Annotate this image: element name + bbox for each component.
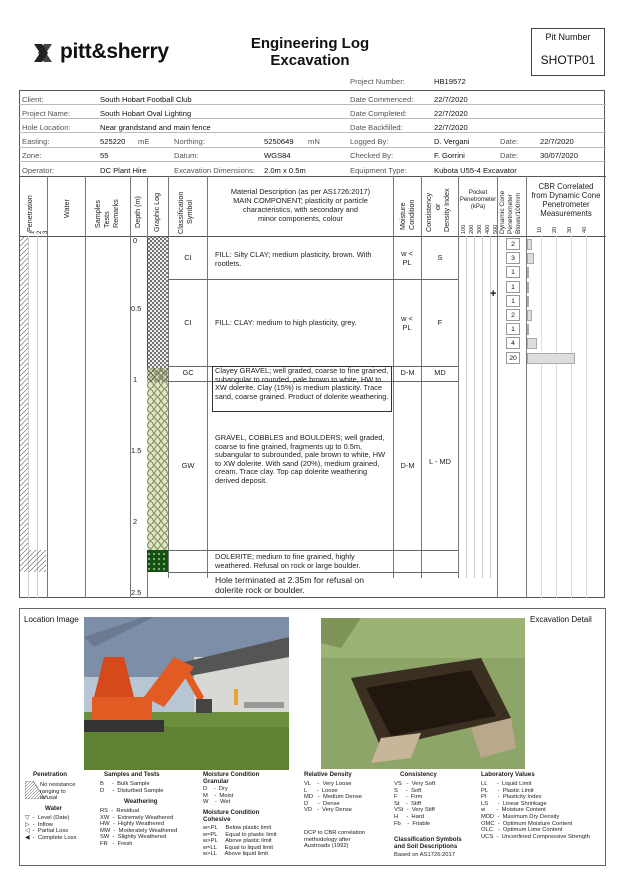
depth-tick-0: 0	[133, 236, 138, 245]
consistency-header-line2: or	[433, 203, 442, 210]
classification-header-line1: Classification	[176, 191, 185, 234]
cbr-header-line3: Penetrometer	[542, 200, 590, 209]
dcp-blow-6: 2	[506, 309, 520, 321]
equipment-type-label: Equipment Type:	[350, 166, 407, 175]
pen-scale-1: 1	[30, 230, 36, 234]
legend-penetration-text: No resistance ranging to refusal	[40, 782, 76, 802]
dcp-blow-8: 4	[506, 337, 520, 349]
cbr-bar-9	[527, 353, 575, 364]
excavation-dimensions-label: Excavation Dimensions:	[174, 166, 256, 175]
dcp-blow-5: 1	[506, 295, 520, 307]
pocket-scale-400: 400	[485, 224, 491, 234]
location-photo	[84, 617, 289, 770]
dcp-cursor-icon: +	[490, 288, 497, 300]
pen-scale-2: 2	[37, 230, 43, 234]
legend-dcp-note: DCP to CBR correlation methodology after Austroads (1992)	[304, 830, 366, 850]
pit-number-label: Pit Number	[545, 32, 591, 42]
zone-value: 55	[100, 151, 109, 160]
legend-density-text: VL - Very Loose L - Loose MD - Medium Dense D - Dense VD - Very Dense	[304, 781, 362, 814]
legend-moisture-granular-title: Moisture Condition	[203, 771, 260, 778]
cbr-scale-20: 20	[552, 226, 558, 233]
legend-moisture-cohesive-sub: Cohesive	[203, 816, 231, 823]
material-header-line3: characteristics, with secondary and	[242, 205, 359, 214]
cbr-header-line4: Measurements	[540, 209, 592, 218]
pocket-scale-100: 100	[461, 224, 467, 234]
dcp-blow-4: 1	[506, 281, 520, 293]
cbr-header-line2: from Dynamic Cone	[531, 191, 601, 200]
legend-moisture-granular-text: D - Dry M - Moist W - Wet	[203, 786, 234, 806]
layer-3-description: Clayey GRAVEL; well graded, coarse to fine grained, subangular to rounded, pale brown to white, HW to XW dolerite. Clay (15%) is medium plasticity. Trace sand, coarse grained. Product of dolerite weathering.	[215, 366, 389, 401]
pit-number-value: SHOTP01	[540, 53, 596, 67]
logged-date-value: 22/7/2020	[540, 137, 574, 146]
depth-tick-2: 2	[133, 517, 138, 526]
depth-tick-1.5: 1.5	[131, 446, 142, 455]
date-commenced-value: 22/7/2020	[434, 95, 468, 104]
project-name-value: South Hobart Oval Lighting	[100, 109, 192, 118]
northing-unit: mN	[308, 137, 320, 146]
pocket-pen-header-line3: (kPa)	[470, 204, 486, 210]
pocket-scale-500: 500	[493, 224, 499, 234]
layer-2-description: FILL: CLAY: medium to high plasticity, grey.	[215, 318, 357, 327]
excavation-detail-label: Excavation Detail	[530, 615, 592, 624]
dcp-header-line1: Dynamic Cone	[499, 190, 506, 234]
legend-classification-title: Classification Symbols and Soil Descriptions	[394, 836, 462, 850]
location-image-label: Location Image	[24, 615, 79, 624]
legend-weathering-text: RS - Residual XW - Extremely Weathered HW - Highly Weathered MW - Moderately Weathered SW - Slightly Weathered FR - Fresh	[100, 808, 178, 847]
cbr-scale-30: 30	[567, 226, 573, 233]
cbr-header-line1: CBR Correlated	[538, 182, 594, 191]
cbr-bar-5	[527, 296, 529, 307]
project-number-value: HB19572	[434, 77, 466, 86]
datum-label: Datum:	[174, 151, 199, 160]
material-header-line2: MAIN COMPONENT; plasticity or particle	[233, 196, 368, 205]
layer-2-consistency: F	[437, 318, 443, 327]
legend-samples-text: B - Bulk Sample D - Disturbed Sample	[100, 781, 164, 794]
classification-header-line2: Symbol	[185, 200, 194, 224]
graphic-log	[147, 237, 168, 573]
client-value: South Hobart Football Club	[100, 95, 192, 104]
layer-4-moisture: D-M	[400, 461, 415, 470]
dcp-blow-2: 3	[506, 252, 520, 264]
legend-water-text: ▽ - Level (Date) ▷ - Inflow ◁ - Partial Loss ◀ - Complete Loss	[25, 815, 77, 841]
northing-value: 5250649	[264, 137, 294, 146]
layer-4-description: GRAVEL, COBBLES and BOULDERS; well graded, coarse to fine grained, fragments up to 0.5m, subangular to subrounded, pale brown to white, HW to XW dolerite. With sand (20%), medium grained, cream. Trace clay. Top cap dolerite weathering derived deposit.	[215, 433, 386, 485]
legend-samples-title: Samples and Tests	[104, 771, 160, 778]
dcp-header-line3: Blows/100mm	[515, 192, 522, 234]
dcp-blow-7: 1	[506, 323, 520, 335]
client-label: Client:	[22, 95, 44, 104]
cbr-bar-1	[527, 239, 532, 250]
pit-number-box	[531, 28, 605, 76]
pocket-scale-200: 200	[469, 224, 475, 234]
legend-lab-title: Laboratory Values	[481, 771, 535, 778]
legend-moisture-cohesive-text: w<PL Below plastic limit w≈PL Equal to plastic limit w>PL Above plastic limit w≈LL Equal to liquid limit w>LL Above liquid limit	[203, 825, 277, 858]
samples-header-line2: Tests	[102, 211, 111, 228]
legend-water-title: Water	[45, 805, 62, 812]
layer-5-description: DOLERITE; medium to fine grained, highly weathered. Refusal on rock or large boulder.	[215, 552, 361, 570]
pen-scale-3: 3	[43, 230, 49, 234]
datum-value: WGS84	[264, 151, 291, 160]
penetration-header: Penetration	[25, 195, 34, 232]
dcp-blow-9: 20	[506, 352, 520, 364]
samples-header-line1: Samples	[93, 200, 102, 228]
pocket-scale-300: 300	[477, 224, 483, 234]
legend-density-title: Relative Density	[304, 771, 352, 778]
equipment-type-value: Kubota U55-4 Excavator	[434, 166, 517, 175]
layer-2-moisture: w < PL	[401, 314, 413, 332]
graphic-log-header: Graphic Log	[152, 192, 161, 232]
moisture-header-line2: Condition	[407, 199, 416, 230]
logged-date-label: Date:	[500, 137, 519, 146]
project-number-label: Project Number:	[350, 77, 405, 86]
legend-moisture-cohesive-title: Moisture Condition	[203, 809, 260, 816]
checked-date-label: Date:	[500, 151, 519, 160]
depth-tick-0.5: 0.5	[131, 304, 142, 313]
water-header: Water	[62, 199, 71, 218]
layer-1-moisture: w < PL	[401, 249, 413, 267]
depth-tick-1: 1	[133, 375, 138, 384]
termination-note: Hole terminated at 2.35m for refusal on dolerite rock or boulder.	[215, 575, 365, 595]
cbr-bar-8	[527, 338, 537, 349]
legend-consistency-title: Consistency	[400, 771, 437, 778]
moisture-header-line1: Moisture	[398, 202, 407, 230]
checked-date-value: 30/07/2020	[540, 151, 579, 160]
depth-tick-2.5: 2.5	[131, 588, 142, 597]
layer-3-symbol: GC	[182, 368, 194, 377]
samples-header-line3: Remarks	[111, 199, 120, 228]
legend-lab-text: LL - Liquid Limit PL - Plastic Limit PI - Plasticity Index LS - Linear Shrinkage w - Moisture Content MDD - Maximum Dry Density OMC - Optimum Moisture Content OLC - Optimum Lime Content UCS - Unconfined Compressive Strength	[481, 781, 590, 840]
layer-1-consistency: S	[437, 253, 443, 262]
material-header-line4: minor components, colour	[257, 214, 344, 223]
excavation-photo	[321, 618, 525, 769]
operator-label: Operator:	[22, 166, 55, 175]
date-commenced-label: Date Commenced:	[350, 95, 414, 104]
easting-label: Easting:	[22, 137, 50, 146]
dcp-header-line2: Penetrometer	[507, 194, 514, 234]
hole-location-value: Near grandstand and main fence	[100, 123, 211, 132]
brand-name: pitt&sherry	[60, 40, 169, 63]
cbr-scale-10: 10	[537, 226, 543, 233]
material-header-line1: Material Description (as per AS1726:2017)	[230, 187, 371, 196]
excavation-dimensions-value: 2.0m x 0.5m	[264, 166, 306, 175]
pocket-pen-header-line2: Penetrometer	[459, 197, 497, 203]
layer-4-symbol: GW	[181, 461, 195, 470]
legend-penetration-title: Penetration	[33, 771, 68, 778]
cbr-bar-2	[527, 253, 534, 264]
hole-location-label: Hole Location:	[22, 123, 71, 132]
dcp-blow-3: 1	[506, 266, 520, 278]
project-name-label: Project Name:	[22, 109, 71, 118]
easting-value: 525220	[100, 137, 126, 146]
layer-3-consistency: MD	[434, 368, 446, 377]
legend-consistency-text: VS - Very Soft S - Soft F - Firm St - Stiff VSt - Very Stiff H - Hard Fb - Friable	[394, 781, 436, 827]
layer-1-symbol: CI	[184, 253, 192, 262]
page-title-line2: Excavation	[270, 52, 350, 69]
pocket-pen-header-line1: Pocket	[468, 190, 488, 196]
checked-by-value: F. Gorrini	[434, 151, 465, 160]
cbr-bar-6	[527, 310, 532, 321]
pitt-sherry-logo-icon	[32, 42, 56, 64]
operator-value: DC Plant Hire	[100, 166, 147, 175]
cbr-bar-3	[527, 267, 529, 278]
northing-label: Northing:	[174, 137, 205, 146]
legend-moisture-granular-sub: Granular	[203, 778, 229, 785]
layer-2-symbol: CI	[184, 318, 192, 327]
date-completed-label: Date Completed:	[350, 109, 407, 118]
cbr-scale-40: 40	[582, 226, 588, 233]
legend-weathering-title: Weathering	[124, 798, 158, 805]
dcp-blow-1: 2	[506, 238, 520, 250]
layer-3-moisture: D-M	[400, 368, 415, 377]
cbr-bar-7	[527, 324, 529, 335]
depth-header: Depth (m)	[133, 196, 142, 228]
date-backfilled-label: Date Backfilled:	[350, 123, 403, 132]
consistency-header-line3: Density Index	[442, 188, 451, 232]
logged-by-label: Logged By:	[350, 137, 389, 146]
logged-by-value: D. Vergani	[434, 137, 470, 146]
consistency-header-line1: Consistency	[424, 192, 433, 232]
date-completed-value: 22/7/2020	[434, 109, 468, 118]
cbr-bar-4	[527, 282, 529, 293]
legend-classification-text: Based on AS1726:2017	[394, 852, 455, 858]
checked-by-label: Checked By:	[350, 151, 394, 160]
penetration-profile	[19, 237, 47, 577]
layer-4-consistency: L - MD	[429, 457, 451, 466]
layer-1-description: FILL: Silty CLAY; medium plasticity, brown. With rootlets.	[215, 250, 372, 268]
date-backfilled-value: 22/7/2020	[434, 123, 468, 132]
easting-unit: mE	[138, 137, 150, 146]
page-title-line1: Engineering Log	[250, 35, 370, 52]
zone-label: Zone:	[22, 151, 42, 160]
